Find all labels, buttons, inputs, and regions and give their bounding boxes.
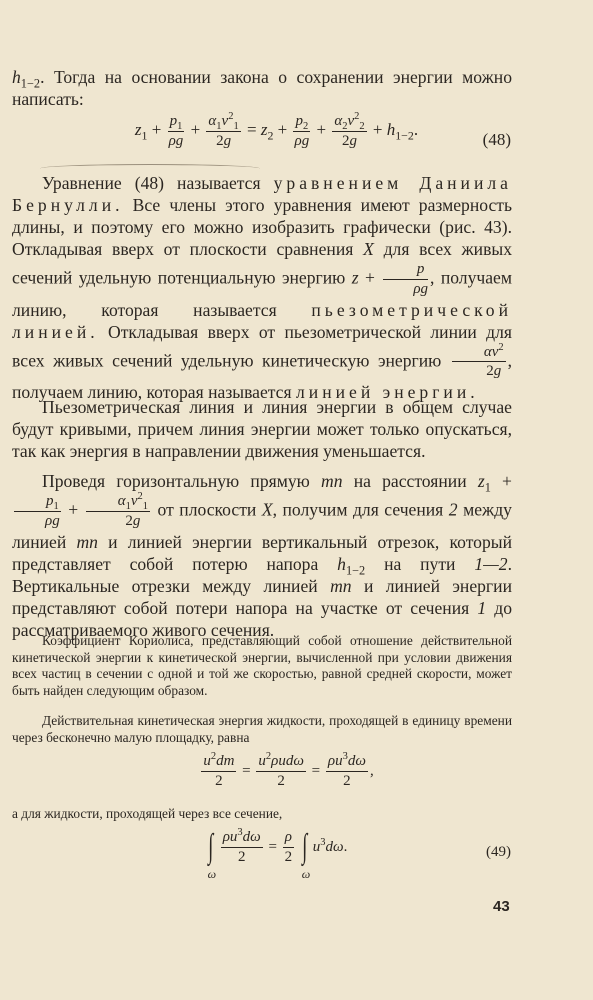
intro-paragraph: $h_{1-2}$. Тогда на основании закона о сохранении энергии можно написать: xyxy=(12,67,512,109)
equation-kinetic-element: $\frac{u^2dm}{2}$ = $u^2\rho ud\omega$ 2 = $\frac{\rho u^3d\omega}{2}$ , xyxy=(203,751,374,789)
small-paragraph-section: а для жидкости, проходящей через все сечение, xyxy=(12,806,283,821)
small-paragraph-coriolis: Коэффициент Кориолиса, представляющий собой отношение действительной кинетической энергии к кинетической энергии, вычисленной при условии движения всех частиц в сечении с одной и той же скоростью, равной средней скорости, может быть найден следующим образом. xyxy=(12,633,512,698)
equation-49: ∫ ω $\frac{\rho u^3d\omega}{2}$ = $\frac{\rho}{2}$ ∫ ω $u^3d\omega$. (49) xyxy=(207,827,511,882)
equation-48-number: (48) xyxy=(482,130,511,149)
paragraph-horizontal-line: Проведя горизонтальную прямую mn на расстоянии $z_1$ + $\frac{p_1}{\rho g}$ + $\frac{\alpha_1v^2_1}{2g}$ от плоскости X, получим для сечения 2 между линией mn и линией энергии вертикальный отрезок, который представляет собой потерю напора $h_{1-2}$ на пути 1—2. Вертикальные отрезки между линией mn и линией энергии представляют собой потери напора на участке от сечения 1 до рассматриваемого живого сечения. xyxy=(12,471,512,640)
small-paragraph-energy: Действительная кинетическая энергия жидкости, проходящей в единицу времени через бесконечно малую площадку, равна xyxy=(12,713,512,745)
page-number: 43 xyxy=(493,898,510,915)
equation-48: $z_1$ + $\frac{p_1}{\rho g}$ + $\frac{\alpha_1v^2_1}{2g}$ = $z_2$ + $\frac{p_2}{\rho g}$ + $\frac{\alpha_2v^2_2}{2g}$ + $h_{1-2}$. (48) xyxy=(134,111,511,149)
paragraph-bernoulli: Уравнение (48) называется уравнением Даниила Бернулли. Все члены этого уравнения имеют размерность длины, и поэтому его можно изобразить графически (рис. 43). Откладывая вверх от плоскости сравнения X для всех живых сечений удельную потенциальную энергию z + $\frac{p}{\rho g}$ , получаем линию, которая называется пьезометрической линией. Откладывая вверх от пьезометрической линии для всех живых сечений удельную кинетическую энергию $\frac{\alpha v^2}{2g}$ , получаем линию, которая называется линией энергии. xyxy=(12,173,513,402)
equation-49-number: (49) xyxy=(486,844,511,860)
paragraph-lines: Пьезометрическая линия и линия энергии в общем случае будут кривыми, причем линия энергии может только опускаться, так как энергия в направлении движения уменьшается. xyxy=(12,397,512,461)
